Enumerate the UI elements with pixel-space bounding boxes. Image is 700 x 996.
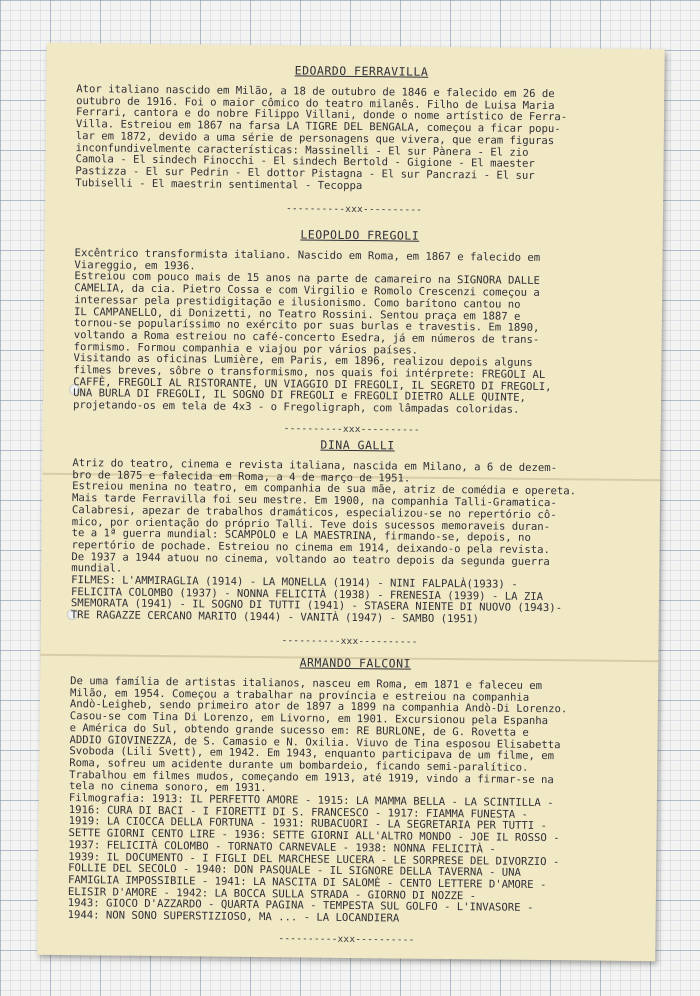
separator: ----------xxx---------- [283,423,420,436]
section-body: Ator italiano nascido em Milão, a 18 de outubro de 1846 e falecido em 26 de outubro de 1916. Foi o maior cômico do teatro milanês. Filho de Luisa Maria Ferrari, cantora e do nobre Filippo Villani, donde o nome artístico de Ferra- Villa. Estreiou em 1867 na farsa LA TIGRE DEL BENGALA, começou a ficar popu- lar em 1872, devido a uma série de personagens que vivera, que eram figuras inconfundivelmente características: Massinelli - El sur Pànera - El zio Camola - El sindech Finocchi - El sindech Bertold - Gigione - El maester Pastizza - El sur Pedrin - El dottor Pistagna - El sur Pancrazi - El sur Tubiselli - El maestrin sentimental - Tecoppa [75,83,568,192]
section-armando-falconi [68,653,641,928]
document-page [37,43,665,961]
section-leopoldo-fregoli [73,225,645,418]
section-body: Excêntrico transformista italiano. Nascido em Roma, em 1867 e falecido em Viareggio, em 1936. Estreiou com pouco mais de 15 anos na parte de camareiro na SIGNORA DALLE CAMELIA, da cia. Pietro Cossa e com Virgilio e Romolo Crescenzi começou a interessar pela prestidigitação e ilusionismo. Como barítono cantou no IL CAMPANELLO, di Donizetti, no Teatro Rossini. Sentou praça em 1887 e tornou-se popularíssimo no exército por suas burlas e travestis. Em 1890, voltando a Roma estreiou no café-concerto Esedra, já em números de trans- formismo. Formou companhia e viajou por vários países. Visitando as oficinas Lumière, em Paris, em 1896, realizou depois alguns filmes breves, sôbre o transformismo, nos quais foi intérprete: FREGOLI AL CAFFÈ, FREGOLI AL RISTORANTE, UN VIAGGIO DI FREGOLI, IL SEGRETO DI FREGOLI, UNA BURLA DI FREGOLI, IL SOGNO DI FREGOLI e FREGOLI DIETRO ALLE QUINTE, projetando-os em tela de 4x3 - o Fregoligraph, com lâmpadas coloridas. [72,247,552,416]
section-dina-galli [71,435,643,628]
section-title: ARMANDO FALCONI [299,655,412,671]
separator: ----------xxx---------- [281,635,418,648]
separator: ----------xxx---------- [278,933,415,946]
section-body: Atriz do teatro, cinema e revista italiana, nascida em Milano, a 6 de dezem- bro de 1875 e falecida em Roma, a 4 de março de 1951. Estreiou menina no teatro, em companhia de sua mãe, atriz de comédia e opereta. Mais tarde Ferravilla foi seu mestre. Em 1900, na companhia Talli-Gramatica- Calabresi, apezar de trabalhos dramáticos, especializou-se no repertório cô- mico, por orientação do próprio Talli. Teve dois sucessos memoraveis duran- te a 1ª guerra mundial: SCAMPOLO e LA MAESTRINA, firmando-se, depois, no repertório de pochade. Estreiou no cinema em 1914, deixando-o pela revista. De 1937 a 1944 atuou no cinema, voltando ao teatro depois da segunda guerra mundial. FILMES: L'AMMIRAGLIA (1914) - LA MONELLA (1914) - NINI FALPALÀ(1933) - FELICITA COLOMBO (1937) - NONNA FELICITÀ (1938) - FRENESIA (1939) - LA ZIA SMEMORATA (1941) - IL SOGNO DI TUTTI (1941) - STASERA NIENTE DI NUOVO (1943)- TRE RAGAZZE CERCANO MARITO (1944) - VANITÀ (1947) - SAMBO (1951) [70,457,577,626]
section-edoardo-ferravilla [75,61,646,195]
section-title: LEOPOLDO FREGOLI [300,227,420,243]
section-title: DINA GALLI [320,437,395,453]
section-body: De uma família de artistas italianos, nasceu em Roma, em 1871 e faleceu em Milão, em 1954. Começou a trabalhar na província e estreiou na companhia Andò-Leigheb, sendo primeiro ator de 1897 a 1899 na companhia Andò-Di Lorenzo. Casou-se com Tina Di Lorenzo, em Livorno, em 1901. Excursionou pela Espanha e América do Sul, obtendo grande sucesso em: RE BURLONE, de G. Rovetta e ADDIO GIOVINEZZA, de S. Camasio e N. Oxilia. Viuvo de Tina esposou Elisabetta Svoboda (Lili Svett), em 1942. Em 1943, enquanto participava de um filme, em Roma, sofreu um acidente durante um bombardeio, ficando semi-paralítico. Trabalhou em filmes mudos, começando em 1913, até 1919, vindo a firmar-se na tela no cinema sonoro, em 1931. Filmografia: 1913: IL PERFETTO AMORE - 1915: LA MAMMA BELLA - LA SCINTILLA - 1916: CURA DI BACI - I FIORETTI DI S. FRANCESCO - 1917: FIAMMA FUNESTA - 1919: LA CIOCCA DELLA FORTUNA - 1931: RUBACUORI - LA SEGRETARIA PER TUTTI - SETTE GIORNI CENTO LIRE - 1936: SETTE GIORNI ALL'ALTRO MONDO - JOE IL ROSSO - 1937: FELICITÀ COLOMBO - TORNATO CARNEVALE - 1938: NONNA FELICITÀ - 1939: IL DOCUMENTO - I FIGLI DEL MARCHESE LUCERA - LE SORPRESE DEL DIVORZIO - FOLLIE DEL SECOLO - 1940: DON PASQUALE - IL SIGNORE DELLA TAVERNA - UNA FAMIGLIA IMPOSSIBILE - 1941: LA NASCITA DI SALOMÈ - CENTO LETTERE D'AMORE - ELISIR D'AMORE - 1942: LA BOCCA SULLA STRADA - GIORNO DI NOZZE - 1943: GIOCO D'AZZARDO - QUARTA PAGINA - TEMPESTA SUL GOLFO - L'INVASORE - 1944: NON SONO SUPERSTIZIOSO, MA ... - LA LOCANDIERA [67,675,568,925]
separator: ----------xxx---------- [285,203,423,216]
section-title: EDOARDO FERRAVILLA [294,63,429,79]
